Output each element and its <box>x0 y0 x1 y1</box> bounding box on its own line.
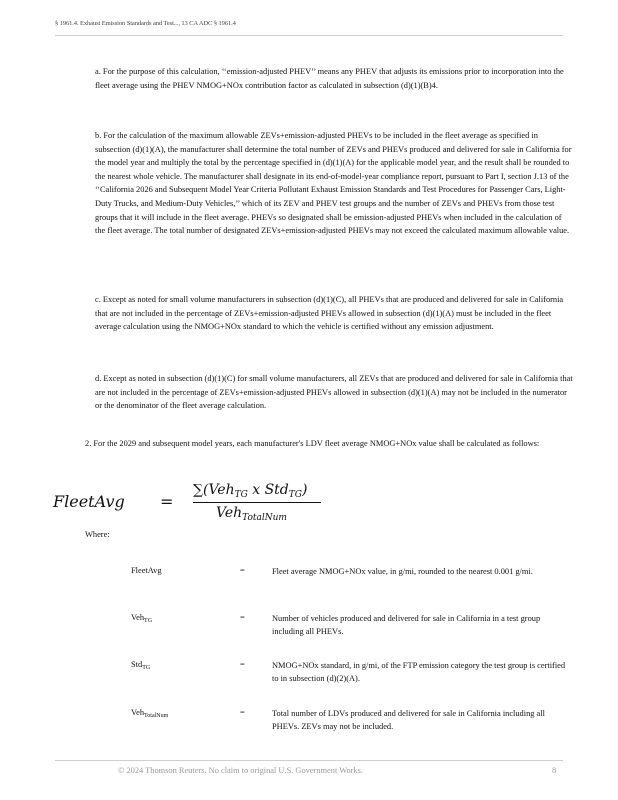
definition-description: Number of vehicles produced and delivered for sale in California in a test group including all PHEVs. <box>272 614 541 636</box>
item-2-text: 2. For the 2029 and subsequent model years, each manufacturer's LDV fleet average NMOG+NOx value shall be calculated as follows: <box>85 439 540 448</box>
term-text: FleetAvg <box>131 566 162 575</box>
where-label: Where: <box>85 530 110 539</box>
numerator-sub-veh: TG <box>234 490 248 500</box>
fleet-average-formula <box>53 478 373 528</box>
footer-divider <box>55 760 563 761</box>
paragraph-b: b. For the calculation of the maximum allowable ZEVs+emission-adjusted PHEVs to be included in the fleet average as specified in subsection (d)(1)(A), the manufacturer shall determine the total number of ZEVs and PHEVs produced and delivered for sale in California for the model year and multiply the total by the percentage specified in (d)(1)(A) for the applicable model year, and the result shall be rounded to the nearest whole vehicle. The manufacturer shall designate in its end-of-model-year compliance report, pursuant to Part I, section J.13 of the ‘‘California 2026 and Subsequent Model Year Criteria Pollutant Exhaust Emission Standards and Test Procedures for Passenger Cars, Light-Duty Trucks, and Medium-Duty Vehicles,’’ which of its ZEV and PHEV test groups and the number of ZEVs and PHEVs from those test groups that it will include in the fleet average. PHEVs so designated shall be emission-adjusted PHEVs when included in the calculation of the fleet average. The total number of designated ZEVs+emission-adjusted PHEVs may not exceed the calculated maximum allowable value. <box>95 131 572 236</box>
header-divider <box>55 35 563 36</box>
paragraph-a: a. For the purpose of this calculation, ‘‘emission-adjusted PHEV’’ means any PHEV that adjusts its emissions prior to incorporation into the fleet average using the PHEV NMOG+NOx contribution factor as calculated in subsection (d)(1)(B)4. <box>95 67 564 90</box>
term-sub: TotalNum <box>144 713 169 719</box>
definition-equals: = <box>240 566 245 575</box>
definition-equals: = <box>240 708 245 717</box>
term-text: Std <box>131 660 143 669</box>
footer-copyright: © 2024 Thomson Reuters. No claim to original U.S. Government Works. <box>118 766 363 775</box>
term-text: Veh <box>131 613 145 622</box>
running-header: § 1961.4. Exhaust Emission Standards and Test..., 13 CA ADC § 1961.4 <box>55 20 236 27</box>
definition-term <box>131 613 152 624</box>
term-sub: TG <box>144 618 153 624</box>
formula-numerator <box>193 482 307 500</box>
paragraph-c: c. Except as noted for small volume manufacturers in subsection (d)(1)(C), all PHEVs that are produced and delivered for sale in California that are not included in the percentage of ZEVs+emission-adjusted PHEVs allowed in subsection (d)(1)(A) must be included in the fleet average calculation using the NMOG+NOx standard to which the vehicle is certified without any emission adjustment. <box>95 295 564 332</box>
definition-term <box>131 708 168 719</box>
numerator-close: ) <box>301 482 308 498</box>
definition-term <box>131 566 162 577</box>
denominator-sub: TotalNum <box>242 513 287 523</box>
definition-description: Total number of LDVs produced and delivered for sale in California including all PHEVs. ZEVs may not be included. <box>272 709 545 731</box>
definition-term <box>131 660 150 671</box>
definition-equals: = <box>240 613 245 622</box>
numerator-sub-std: TG <box>288 490 302 500</box>
numerator-mid: x Std <box>247 482 289 498</box>
definition-equals: = <box>240 660 245 669</box>
page-number: 8 <box>552 766 557 775</box>
term-text: Veh <box>131 708 145 717</box>
term-sub: TG <box>142 665 151 671</box>
fraction-bar <box>193 502 321 503</box>
formula-denominator <box>216 505 287 523</box>
paragraph-d: d. Except as noted in subsection (d)(1)(C) for small volume manufacturers, all ZEVs that are produced and delivered for sale in California that are not included in the percentage of ZEVs+emission-adjusted PHEVs allowed in subsection (d)(1)(A) may not be included in the numerator or the denominator of the fleet average calculation. <box>95 374 573 411</box>
formula-lhs: FleetAvg <box>53 492 125 511</box>
numerator-open: ∑(Veh <box>193 482 235 498</box>
denominator-veh: Veh <box>216 505 243 521</box>
formula-equals: = <box>160 492 174 511</box>
definition-description: Fleet average NMOG+NOx value, in g/mi, rounded to the nearest 0.001 g/mi. <box>272 567 533 576</box>
definition-description: NMOG+NOx standard, in g/mi, of the FTP emission category the test group is certified to in subsection (d)(2)(A). <box>272 661 566 683</box>
